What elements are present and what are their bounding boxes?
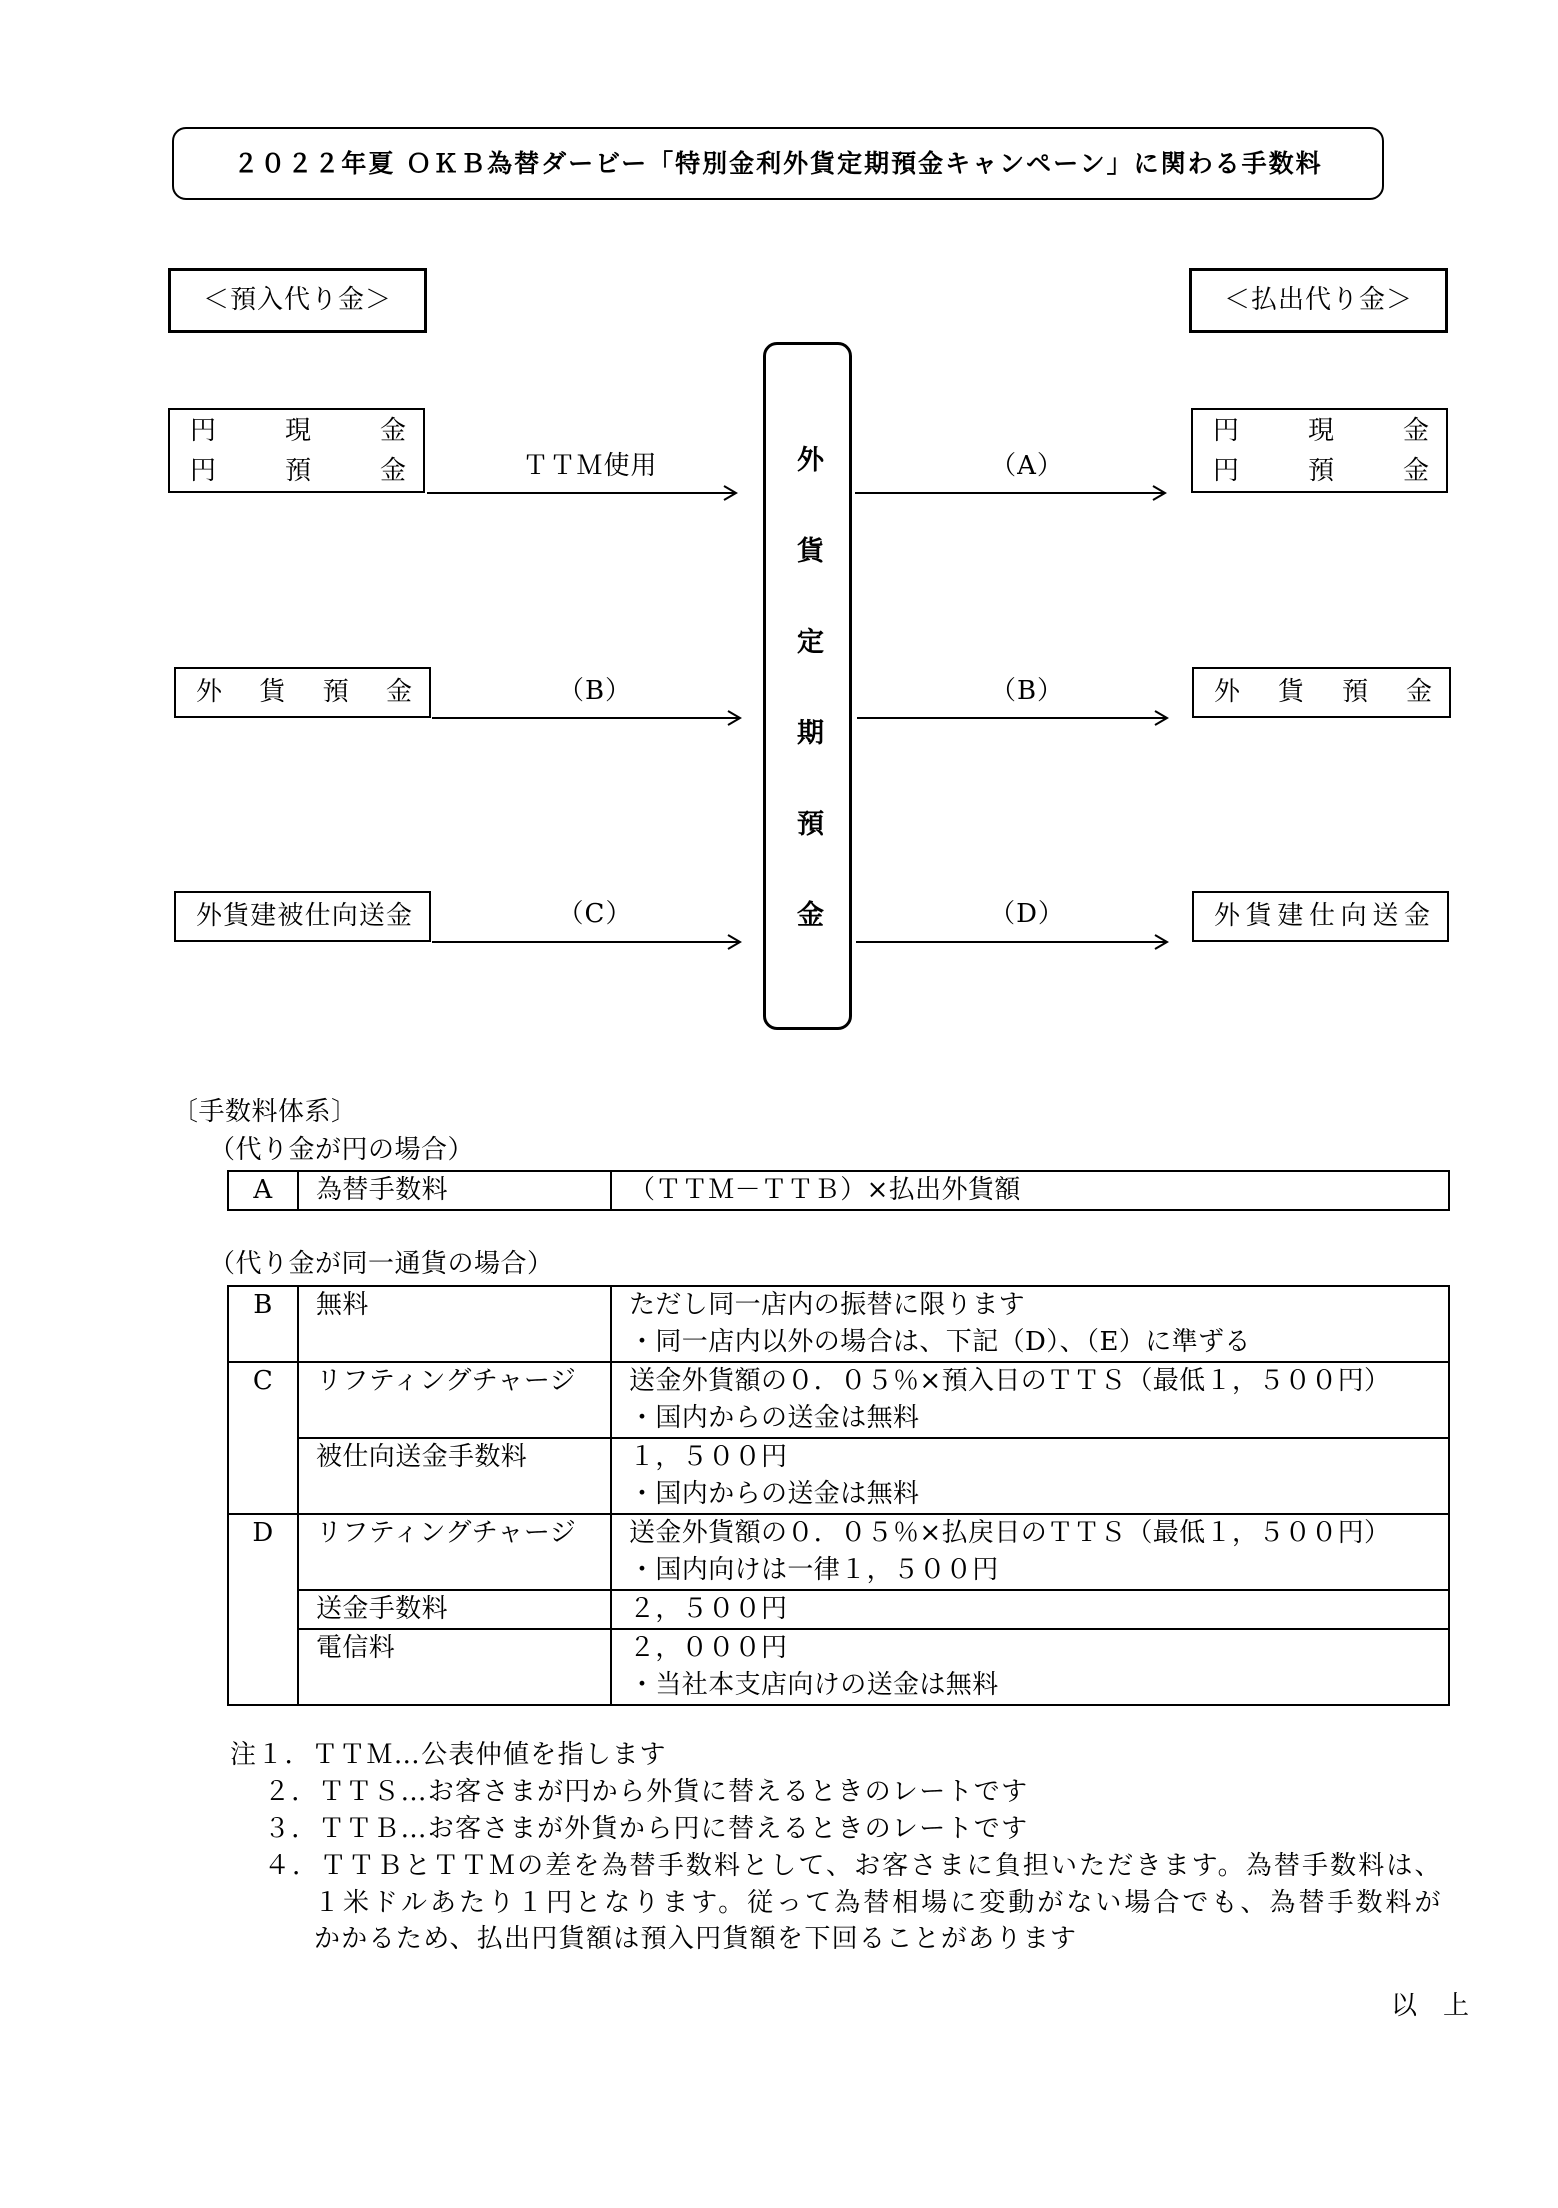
page-title: ２０２２年夏 ＯＫＢ為替ダービー「特別金利外貨定期預金キャンペーン」に関わる手数料 xyxy=(172,127,1384,200)
fee-name: リフティングチャージ xyxy=(298,1514,611,1590)
payout-target-outgoing-remittance xyxy=(1192,891,1449,942)
fee-description-line: ・国内向けは一律１，５００円 xyxy=(629,1555,999,1585)
fee-description-line: ・国内からの送金は無料 xyxy=(629,1479,920,1509)
yen-case-label: （代り金が円の場合） xyxy=(209,1135,475,1165)
note-line: かかるため、払出円貨額は預入円貨額を下回ることがあります xyxy=(314,1924,1078,1954)
fee-name: 送金手数料 xyxy=(298,1590,611,1629)
fee-name: 被仕向送金手数料 xyxy=(298,1438,611,1514)
arrow-c-in xyxy=(432,935,740,949)
payout-target-fx-deposit xyxy=(1192,667,1451,718)
route-label-b-out: （B） xyxy=(989,676,1065,706)
fee-description-line: ・当社本支店向けの送金は無料 xyxy=(629,1670,999,1700)
fee-name: 無料 xyxy=(298,1286,611,1362)
fee-description-line: 送金外貨額の０．０５％×払戻日のＴＴＳ（最低１，５００円） xyxy=(629,1518,1391,1548)
source-line: 円 現 金 xyxy=(190,416,406,446)
fee-description xyxy=(611,1514,1449,1590)
fee-description xyxy=(611,1590,1449,1629)
arrow-b-out xyxy=(857,711,1167,725)
fee-description-line: １，５００円 xyxy=(629,1442,788,1472)
fee-description xyxy=(611,1171,1449,1210)
foreign-currency-time-deposit-box xyxy=(763,342,852,1030)
fee-name: リフティングチャージ xyxy=(298,1362,611,1438)
route-label-b-in: （B） xyxy=(557,676,633,706)
route-label-d: （D） xyxy=(989,899,1065,929)
source-line: 円 預 金 xyxy=(190,456,406,486)
table-row xyxy=(228,1362,1449,1438)
arrow-d-out xyxy=(856,935,1167,949)
fee-description xyxy=(611,1438,1449,1514)
fee-description-line: ただし同一店内の振替に限ります xyxy=(629,1290,1026,1320)
fee-description-line: ・同一店内以外の場合は、下記（D）、（E）に準ずる xyxy=(629,1327,1251,1357)
fee-description xyxy=(611,1629,1449,1705)
deposit-heading: ＜預入代り金＞ xyxy=(168,268,427,333)
note-line: 注１．ＴＴＭ…公表仲値を指します xyxy=(230,1740,667,1770)
same-currency-case-label: （代り金が同一通貨の場合） xyxy=(209,1249,554,1279)
fee-description-line: ２，５００円 xyxy=(629,1594,788,1624)
fee-code: A xyxy=(228,1171,298,1210)
fee-code: B xyxy=(228,1286,298,1362)
source-line: 外 貨 預 金 xyxy=(196,677,412,707)
table-row xyxy=(228,1590,1449,1629)
note-line: １米ドルあたり１円となります。従って為替相場に変動がない場合でも、為替手数料が xyxy=(314,1888,1441,1918)
fee-table-yen xyxy=(227,1170,1450,1211)
fee-description xyxy=(611,1286,1449,1362)
table-row xyxy=(228,1514,1449,1590)
table-row xyxy=(228,1629,1449,1705)
route-label-a: （A） xyxy=(990,451,1064,481)
source-line: 外貨建被仕向送金 xyxy=(196,901,412,931)
payout-target-yen xyxy=(1191,408,1448,493)
deposit-source-yen xyxy=(168,408,425,493)
route-label-c: （C） xyxy=(557,899,633,929)
fee-description-line: （ＴＴＭ－ＴＴＢ）×払出外貨額 xyxy=(629,1175,1021,1205)
arrow-b-in xyxy=(432,711,740,725)
target-line: 円 現 金 xyxy=(1213,416,1429,446)
arrow-ttm-to-deposit xyxy=(427,486,736,500)
arrow-a-to-yen xyxy=(855,486,1165,500)
fee-description xyxy=(611,1362,1449,1438)
note-line: ２．ＴＴＳ…お客さまが円から外貨に替えるときのレートです xyxy=(264,1777,1029,1807)
center-label: 外貨定期預金 xyxy=(792,445,823,991)
fee-name: 為替手数料 xyxy=(298,1171,611,1210)
table-row xyxy=(228,1438,1449,1514)
fee-code: C xyxy=(228,1362,298,1514)
fee-code: D xyxy=(228,1514,298,1705)
fee-table-same-currency xyxy=(227,1285,1450,1706)
route-label-ttm: ＴＴＭ使用 xyxy=(522,451,658,481)
target-line: 外 貨 預 金 xyxy=(1214,677,1432,707)
fee-description-line: ２，０００円 xyxy=(629,1633,788,1663)
note-line: ４．ＴＴＢとＴＴＭの差を為替手数料として、お客さまに負担いただきます。為替手数料は、 xyxy=(264,1851,1441,1881)
deposit-source-fx-deposit xyxy=(174,667,431,718)
deposit-source-incoming-remittance xyxy=(174,891,431,942)
closing-mark: 以 上 xyxy=(1390,1991,1469,2021)
target-line: 円 預 金 xyxy=(1213,456,1429,486)
payout-heading: ＜払出代り金＞ xyxy=(1189,268,1448,333)
fee-description-line: ・国内からの送金は無料 xyxy=(629,1403,920,1433)
fee-system-heading: 〔手数料体系〕 xyxy=(172,1097,358,1127)
fee-description-line: 送金外貨額の０．０５％×預入日のＴＴＳ（最低１，５００円） xyxy=(629,1366,1391,1396)
table-row xyxy=(228,1286,1449,1362)
table-row xyxy=(228,1171,1449,1210)
fee-name: 電信料 xyxy=(298,1629,611,1705)
target-line: 外貨建仕向送金 xyxy=(1214,901,1430,931)
note-line: ３．ＴＴＢ…お客さまが外貨から円に替えるときのレートです xyxy=(264,1814,1029,1844)
